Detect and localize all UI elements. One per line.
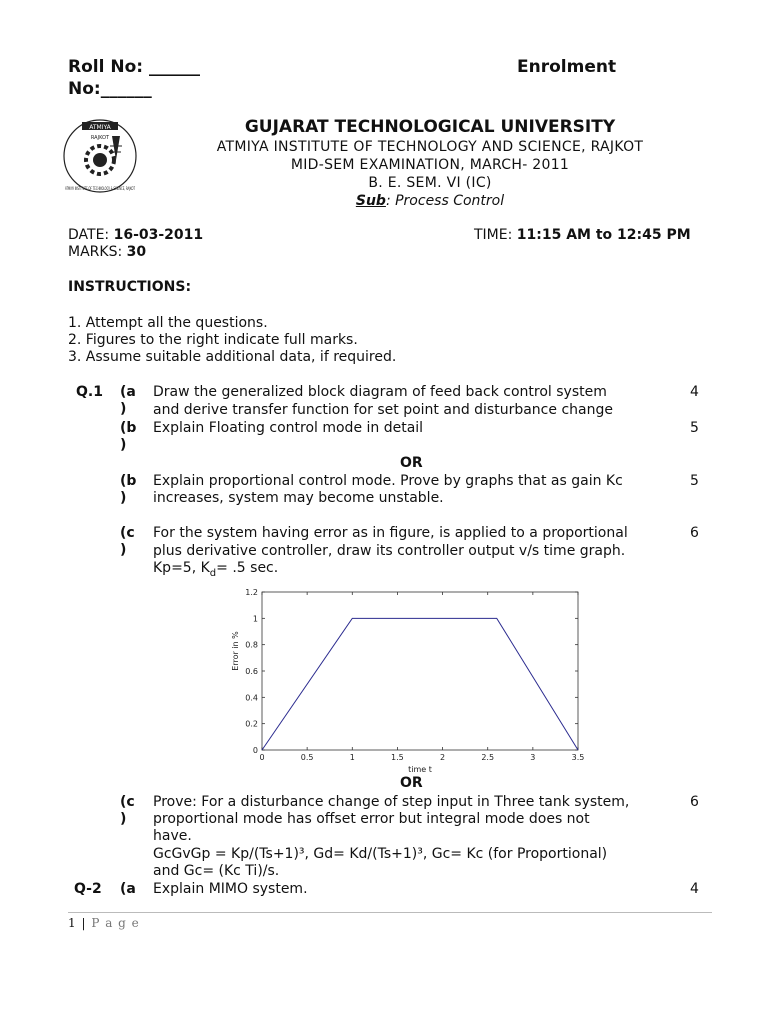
marks-value: 30 — [126, 244, 147, 260]
q1c-part: (c — [120, 525, 135, 541]
q1b-part-close: ) — [120, 437, 127, 453]
chart-x-tick-label: 1.5 — [391, 753, 404, 762]
or-separator: OR — [400, 455, 423, 471]
q1-label: Q.1 — [76, 384, 103, 400]
chart-y-tick-label: 0.8 — [245, 640, 258, 650]
q1c-alt-text-3: have. — [153, 828, 192, 844]
q1c-alt-part-close: ) — [120, 811, 127, 827]
instruction-item: 2. Figures to the right indicate full marks. — [68, 332, 358, 348]
instruction-item: 3. Assume suitable additional data, if required. — [68, 349, 397, 365]
q1a-part: (a — [120, 384, 136, 400]
q1b-alt-text: Explain proportional control mode. Prove by graphs that as gain Kc — [153, 473, 623, 489]
date-label: DATE: — [68, 227, 114, 243]
q2a-part: (a — [120, 881, 136, 897]
footer-divider — [68, 912, 712, 913]
q1c-text-3 — [153, 560, 278, 582]
logo-seal-icon — [60, 116, 191, 196]
q1a-text-2: and derive transfer function for set point and disturbance change — [153, 402, 613, 418]
chart-x-tick-label: 3 — [530, 753, 536, 762]
chart-x-tick-label: 0 — [259, 753, 265, 762]
q1c-part-close: ) — [120, 542, 127, 558]
q1c-text-2: plus derivative controller, draw its controller output v/s time graph. — [153, 543, 626, 559]
or-separator-2: OR — [400, 775, 423, 791]
chart-y-tick-label: 0.4 — [245, 693, 258, 703]
q1c-alt-text-4: GcGvGp = Kp/(Ts+1)³, Gd= Kd/(Ts+1)³, Gc= Kc (for Proportional) — [153, 846, 608, 862]
date — [68, 227, 203, 243]
chart-y-tick-label: 1 — [252, 614, 258, 624]
chart-series-line — [262, 618, 578, 750]
q1b-alt-text-2: increases, system may become unstable. — [153, 490, 444, 506]
time-value: 11:15 AM to 12:45 PM — [516, 227, 691, 243]
instructions-title: INSTRUCTIONS: — [68, 279, 192, 295]
chart-y-tick-label: 0.6 — [245, 667, 258, 676]
institute-name: ATMIYA INSTITUTE OF TECHNOLOGY AND SCIENCE, RAJKOT — [216, 139, 644, 155]
q1c-alt-part: (c — [120, 794, 135, 810]
q1a-text: Draw the generalized block diagram of feed back control system — [153, 384, 607, 400]
q1c-kd: = .5 sec. — [216, 560, 279, 576]
q1a-marks: 4 — [690, 384, 699, 400]
q2-label: Q-2 — [74, 881, 102, 897]
marks — [68, 244, 146, 260]
logo-city-text: RAJKOT — [90, 135, 110, 141]
error-chart — [222, 580, 592, 780]
time-label: TIME: — [474, 227, 517, 243]
q1b-text: Explain Floating control mode in detail — [153, 420, 424, 436]
time — [474, 227, 691, 243]
q1c-alt-marks: 6 — [690, 794, 699, 810]
q1b-part: (b — [120, 420, 137, 436]
logo-ring-text: ATMIYA INSTITUTE OF TECHNOLOGY & SCIENCE, RAJKOT — [65, 187, 191, 192]
q1c-kd-sub: d — [209, 567, 217, 579]
subject-value: : Process Control — [385, 193, 505, 209]
q1b-marks: 5 — [690, 420, 699, 436]
q1c-kp: Kp=5, K — [153, 560, 210, 576]
chart-y-tick-label: 1.2 — [245, 588, 258, 597]
chart-x-tick-label: 2 — [440, 753, 446, 762]
chart-x-axis-label: time t — [408, 765, 432, 774]
logo-top-text: ATMIYA — [89, 124, 111, 131]
institute-logo — [60, 116, 191, 196]
roll-no: Roll No: ______ — [68, 57, 200, 77]
chart-x-tick-label: 1 — [349, 753, 355, 762]
chart-y-tick-label: 0 — [252, 746, 258, 755]
semester: B. E. SEM. VI (IC) — [368, 175, 492, 191]
chart-y-axis-label: Error in % — [231, 631, 240, 671]
enrolment-label: Enrolment — [517, 57, 617, 77]
q1c-alt-text-2: proportional mode has offset error but integral mode does not — [153, 811, 590, 827]
marks-label: MARKS: — [68, 244, 127, 260]
chart-y-tick-label: 0.2 — [245, 719, 258, 729]
page-label: P a g e — [91, 916, 140, 930]
q1c-alt-text: Prove: For a disturbance change of step input in Three tank system, — [153, 794, 630, 810]
enrolment-no: No:______ — [68, 79, 152, 99]
q1b-alt-marks: 5 — [690, 473, 699, 489]
q1c-text: For the system having error as in figure, is applied to a proportional — [153, 525, 628, 541]
university-name: GUJARAT TECHNOLOGICAL UNIVERSITY — [244, 117, 616, 137]
q1a-part-close: ) — [120, 401, 127, 417]
page-number: 1 — [68, 916, 77, 930]
chart-plot-frame — [262, 592, 578, 750]
q1b-alt-part-close: ) — [120, 490, 127, 506]
chart-x-tick-label: 2.5 — [481, 753, 495, 762]
q1b-alt-part: (b — [120, 473, 137, 489]
q1c-marks: 6 — [690, 525, 699, 541]
q2a-marks: 4 — [690, 881, 699, 897]
q2a-text: Explain MIMO system. — [153, 881, 308, 897]
page-footer — [68, 916, 140, 930]
q1c-alt-text-5: and Gc= (Kc Ti)/s. — [153, 863, 280, 879]
chart-x-tick-label: 3.5 — [571, 753, 585, 762]
subject — [150, 192, 710, 210]
date-value: 16-03-2011 — [113, 227, 204, 243]
chart-x-tick-label: 0.5 — [300, 753, 314, 762]
subject-label: Sub — [355, 193, 386, 209]
footer-separator: | — [76, 916, 92, 930]
instruction-item: 1. Attempt all the questions. — [68, 315, 268, 331]
error-chart-svg — [222, 580, 592, 780]
exam-name: MID-SEM EXAMINATION, MARCH- 2011 — [290, 157, 570, 173]
